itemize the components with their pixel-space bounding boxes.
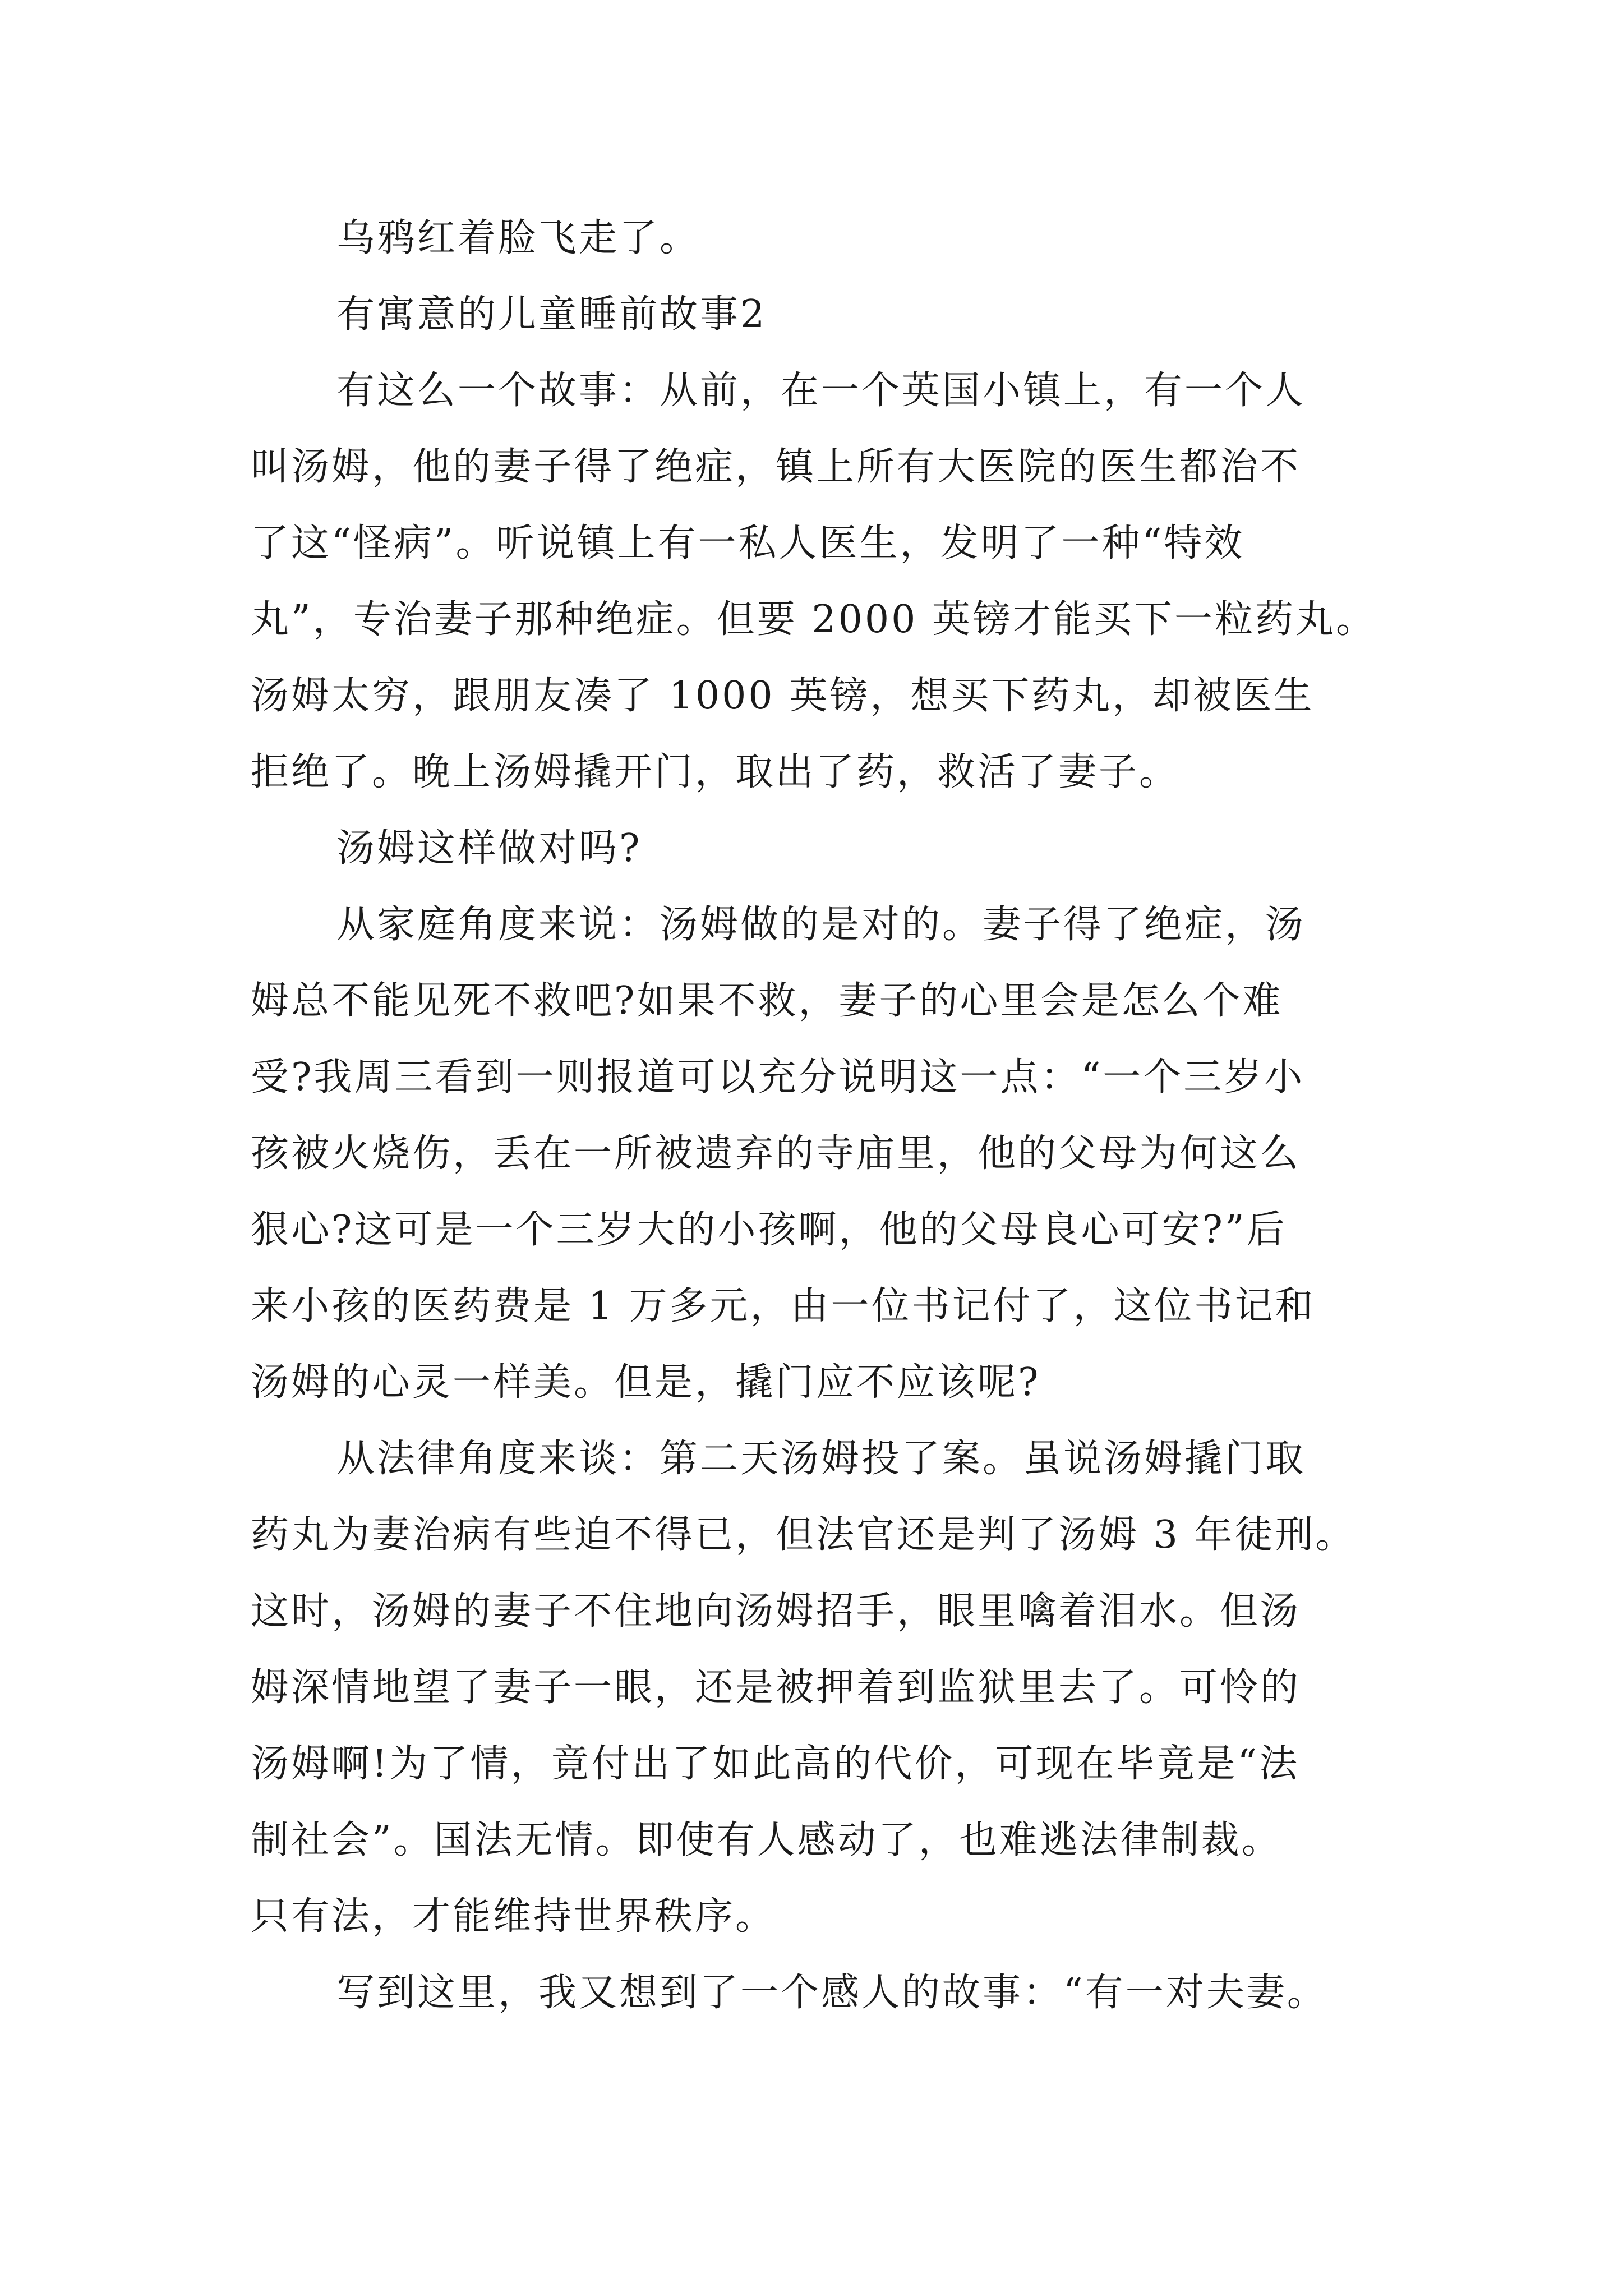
text-line: 孩被火烧伤，丢在一所被遗弃的寺庙里，他的父母为何这么	[251, 1131, 1301, 1176]
text-line: 受?我周三看到一则报道可以充分说明这一点：“一个三岁小	[251, 1055, 1305, 1099]
text-line: 拒绝了。晚上汤姆撬开门，取出了药，救活了妻子。	[251, 750, 1180, 794]
text-line: 有这么一个故事：从前，在一个英国小镇上，有一个人	[336, 369, 1306, 413]
text-line: 只有法，才能维持世界秩序。	[251, 1894, 776, 1939]
text-line: 来小孩的医药费是 1 万多元，由一位书记付了，这位书记和	[251, 1284, 1316, 1328]
text-line: 叫汤姆，他的妻子得了绝症，镇上所有大医院的医生都治不	[251, 445, 1301, 489]
text-line: 乌鸦红着脸飞走了。	[336, 216, 700, 260]
text-line: 汤姆太穷，跟朋友凑了 1000 英镑，想买下药丸，却被医生	[251, 674, 1315, 718]
text-line: 从法律角度来谈：第二天汤姆投了案。虽说汤姆撬门取	[336, 1437, 1306, 1481]
text-line: 制社会”。国法无情。即使有人感动了，也难逃法律制裁。	[251, 1818, 1282, 1862]
section-heading: 有寓意的儿童睡前故事2	[336, 292, 767, 337]
text-line: 汤姆啊!为了情，竟付出了如此高的代价，可现在毕竟是“法	[251, 1742, 1300, 1786]
text-line: 汤姆的心灵一样美。但是，撬门应不应该呢?	[251, 1360, 1041, 1405]
text-line: 汤姆这样做对吗?	[336, 826, 642, 871]
text-line: 狠心?这可是一个三岁大的小孩啊，他的父母良心可安?”后	[251, 1208, 1287, 1252]
text-line: 这时，汤姆的妻子不住地向汤姆招手，眼里噙着泪水。但汤	[251, 1589, 1301, 1634]
text-line: 药丸为妻治病有些迫不得已，但法官还是判了汤姆 3 年徒刑。	[251, 1513, 1356, 1557]
text-line: 写到这里，我又想到了一个感人的故事：“有一对夫妻。	[336, 1971, 1327, 2015]
text-line: 姆深情地望了妻子一眼，还是被押着到监狱里去了。可怜的	[251, 1665, 1301, 1710]
text-line: 了这“怪病”。听说镇上有一私人医生，发明了一种“特效	[251, 521, 1245, 565]
text-line: 从家庭角度来说：汤姆做的是对的。妻子得了绝症，汤	[336, 903, 1306, 947]
text-line: 丸”，专治妻子那种绝症。但要 2000 英镑才能买下一粒药丸。	[251, 597, 1377, 642]
text-line: 姆总不能见死不救吧?如果不救，妻子的心里会是怎么个难	[251, 979, 1283, 1023]
